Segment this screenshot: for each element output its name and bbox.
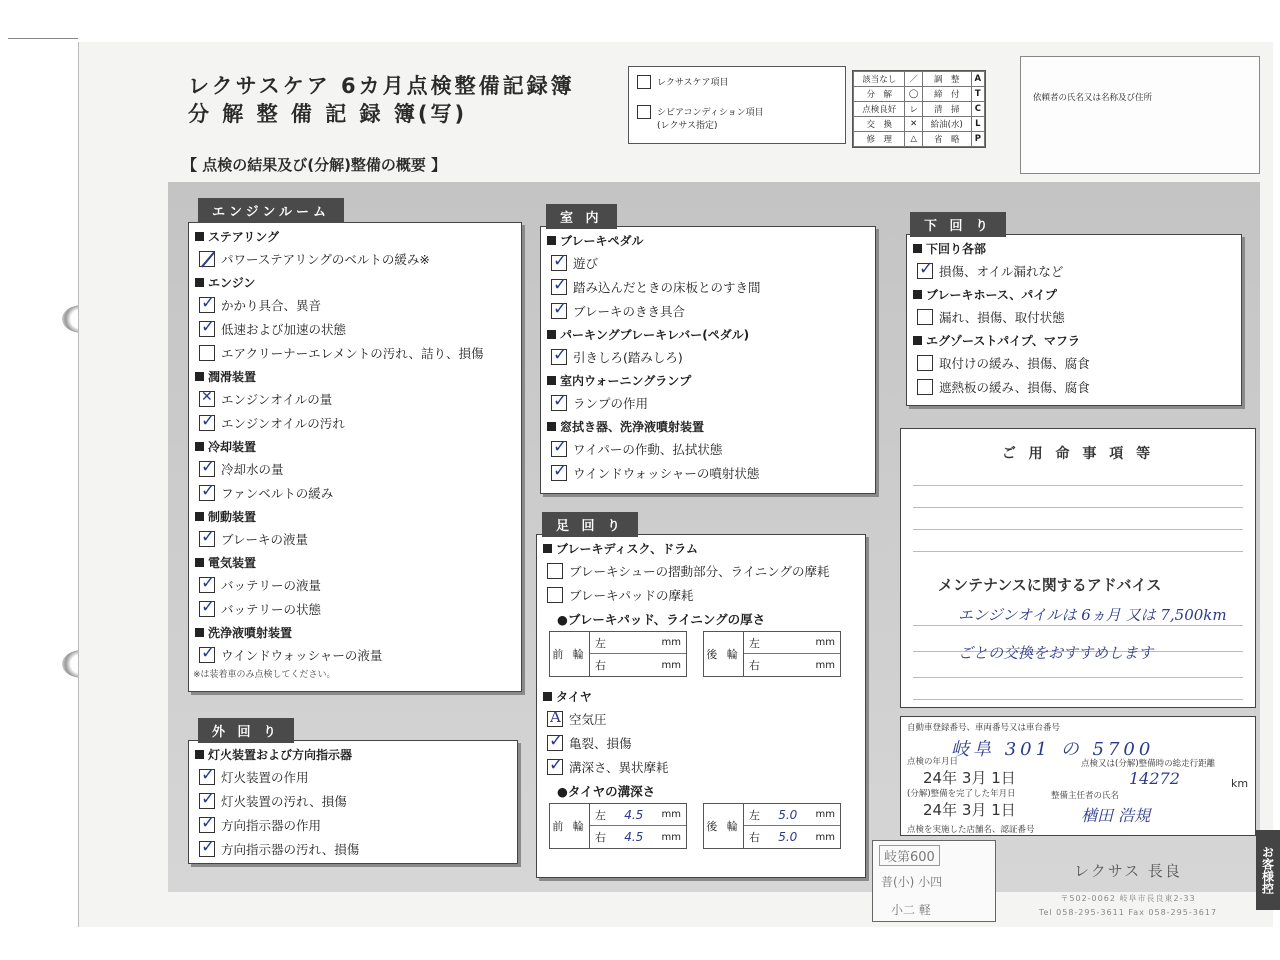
checkbox-icon[interactable]: [551, 279, 567, 295]
checkbox-icon[interactable]: [199, 577, 215, 593]
tread-rear-right: 5.0: [778, 830, 798, 844]
checkbox-icon[interactable]: [199, 647, 215, 663]
inspection-date: 24年 3月 1日: [923, 769, 1016, 787]
checklist-item-label: ファンベルトの緩み: [221, 486, 334, 501]
checklist-item-label: 低速および加速の状態: [221, 322, 347, 337]
checklist-item: [195, 837, 517, 861]
tab-interior: 室 内: [546, 204, 617, 229]
checkbox-icon[interactable]: [547, 587, 563, 603]
checkbox-icon[interactable]: [551, 255, 567, 271]
checkbox-icon[interactable]: [551, 465, 567, 481]
checklist-group: 制動装置: [195, 505, 521, 527]
checklist-item-label: エアクリーナーエレメントの汚れ、詰り、損傷: [221, 346, 484, 361]
tread-front: 前 輪 左 4.5 mm 右 4.5 mm: [549, 803, 687, 849]
checklist-item-label: かかり具合、異音: [221, 298, 322, 313]
checklist-item: [195, 597, 521, 621]
checklist-item: [195, 341, 521, 365]
checkbox-icon[interactable]: [547, 563, 563, 579]
checklist-group: ブレーキホース、パイプ: [913, 283, 1241, 305]
checklist-item-label: 方向指示器の汚れ、損傷: [221, 842, 360, 857]
checklist-group: 電気装置: [195, 551, 521, 573]
checklist-item-label: エンジンオイルの量: [221, 392, 333, 407]
title-line-2: 分 解 整 備 記 録 簿(写): [188, 102, 468, 126]
checklist-item: [547, 299, 875, 323]
checklist-item-label: ブレーキパッドの摩耗: [569, 588, 694, 603]
panel-engine-room: [188, 222, 522, 692]
checklist-item: [547, 275, 875, 299]
dealer-stamp: レクサス 長良 〒502-0062 岐阜市長良東2-33 Tel 058-295-3611 Fax 058-295-3617: [1038, 862, 1218, 917]
checklist-group: 室内ウォーニングランプ: [547, 369, 875, 391]
checkbox-icon[interactable]: [199, 817, 215, 833]
pad-rear: 後 輪 左 mm 右 mm: [703, 631, 841, 677]
pad-front: 前 輪 左 mm 右 mm: [549, 631, 687, 677]
checklist-item-label: バッテリーの状態: [221, 602, 322, 617]
checklist-item: [913, 375, 1241, 399]
legend-checkbox-types: [628, 66, 846, 144]
checkbox-icon[interactable]: [551, 303, 567, 319]
checklist-item: [547, 437, 875, 461]
checklist-item: [195, 247, 521, 271]
checklist-item: [195, 813, 517, 837]
engine-note: ※は装着車のみ点検してください。: [193, 670, 336, 680]
legend-row: 該当なし ／ 調 整 A: [854, 72, 985, 87]
checklist-group: ステアリング: [195, 225, 521, 247]
checkbox-icon[interactable]: [199, 391, 215, 407]
checklist-group: ブレーキペダル: [547, 229, 875, 251]
legend-row: 点検良好 レ 清 掃 C: [854, 102, 985, 117]
checklist-item-label: 亀裂、損傷: [569, 736, 632, 751]
checklist-item: [547, 251, 875, 275]
checklist-item-label: ワイパーの作動、払拭状態: [573, 442, 723, 457]
checklist-item: [195, 573, 521, 597]
checklist-item: [543, 583, 865, 607]
request-heading: ご 用 命 事 項 等: [1001, 446, 1155, 462]
panel-interior: [540, 226, 876, 494]
checklist-group: エグゾーストパイプ、マフラ: [913, 329, 1241, 351]
checkbox-icon[interactable]: [547, 759, 563, 775]
section-heading: 【 点検の結果及び(分解)整備の概要 】: [182, 156, 447, 174]
requester-field: 依頼者の氏名又は名称及び住所: [1020, 56, 1260, 174]
checklist-item-label: バッテリーの液量: [221, 578, 322, 593]
checklist-group: パーキングブレーキレバー(ペダル): [547, 323, 875, 345]
advice-handwriting-1: エンジンオイルは 6ヵ月 又は 7,500km: [958, 606, 1227, 624]
mileage-value: 14272: [1129, 769, 1180, 788]
tread-depth-table: [543, 803, 865, 849]
checklist-item-label: 取付けの緩み、損傷、腐食: [939, 356, 1090, 371]
checkbox-icon[interactable]: [199, 793, 215, 809]
checklist-item-label: 方向指示器の作用: [221, 818, 322, 833]
checklist-group: 窓拭き器、洗浄液噴射装置: [547, 415, 875, 437]
panel-chassis: [536, 534, 866, 878]
checklist-item-label: 遮熱板の緩み、損傷、腐食: [939, 380, 1090, 395]
binder-edge-line: [8, 38, 78, 39]
checklist-item-label: 冷却水の量: [221, 462, 284, 477]
checkbox-icon[interactable]: [199, 321, 215, 337]
registration-box: 自動車登録番号、車両番号又は車台番号 岐阜 301 の 5700 点検の年月日 点検又は(分解)整備時の総走行距離 24年 3月 1日 14272 km (分解)整備を完了した年月日 整備主任者の氏名 24年 3月 1日 楢田 浩規 点検を実施した店舗名、認証番号: [900, 716, 1256, 836]
checkbox-icon: [637, 75, 651, 89]
checklist-item: [543, 755, 865, 779]
legend-row: 交 換 ✕ 給油(水) L: [854, 117, 985, 132]
checklist-item-label: 溝深さ、異状摩耗: [569, 760, 669, 775]
checklist-item: [195, 293, 521, 317]
tread-front-left: 4.5: [624, 807, 644, 822]
checklist-item: [913, 305, 1241, 329]
checkbox-icon[interactable]: [917, 263, 933, 279]
advice-handwriting-2: ごとの交換をおすすめします: [958, 644, 1154, 662]
checklist-item: [195, 789, 517, 813]
panel-underbody: [906, 234, 1242, 406]
completion-date: 24年 3月 1日: [923, 801, 1016, 819]
certification-stamp: 岐第600 普(小) 小四 小二 軽: [872, 840, 996, 922]
checkbox-icon[interactable]: [199, 841, 215, 857]
group-brake-disc: ブレーキディスク、ドラム: [543, 537, 865, 559]
checklist-item: [543, 559, 865, 583]
checklist-item-label: ブレーキのきき具合: [573, 304, 686, 319]
checkbox-icon[interactable]: [199, 297, 215, 313]
tab-underbody: 下 回 り: [910, 212, 1006, 237]
checklist-item: [195, 387, 521, 411]
tread-rear: 後 輪 左 5.0 mm 右 5.0 mm: [703, 803, 841, 849]
legend-severe: シビアコンディション項目 (レクサス指定): [637, 105, 764, 131]
checklist-item-label: 灯火装置の作用: [221, 770, 309, 785]
checklist-item: [195, 481, 521, 505]
checkbox-icon[interactable]: [199, 415, 215, 431]
checkbox-icon[interactable]: [551, 395, 567, 411]
advice-heading: メンテナンスに関するアドバイス: [938, 576, 1162, 594]
checklist-item-label: ランプの作用: [573, 396, 649, 411]
checkbox-icon[interactable]: [199, 769, 215, 785]
checklist-item: [547, 345, 875, 369]
checklist-group: 洗浄液噴射装置: [195, 621, 521, 643]
checklist-group: 下回り各部: [913, 237, 1241, 259]
legend-mark-codes: [852, 70, 986, 148]
checklist-item: [547, 461, 875, 485]
customer-copy-tab: お客様控: [1256, 830, 1280, 910]
tread-front-right: 4.5: [624, 830, 644, 844]
checkbox-icon[interactable]: [917, 309, 933, 325]
tread-depth-heading: ●タイヤの溝深さ: [557, 784, 656, 799]
tab-engine-room: エンジンルーム: [198, 198, 344, 223]
checklist-item: [913, 259, 1241, 283]
checklist-item-label: ブレーキの液量: [221, 532, 309, 547]
checkbox-icon[interactable]: [199, 251, 215, 267]
checkbox-icon: [637, 105, 651, 119]
checklist-item: [195, 765, 517, 789]
checkbox-icon[interactable]: [199, 485, 215, 501]
checkbox-icon[interactable]: [917, 355, 933, 371]
checklist-item-label: ブレーキシューの摺動部分、ライニングの摩耗: [569, 564, 830, 579]
checklist-item: [195, 643, 521, 667]
vehicle-number: 岐阜 301 の 5700: [951, 739, 1155, 760]
checkbox-icon[interactable]: [547, 735, 563, 751]
legend-lexus-care: レクサスケア項目: [637, 75, 728, 89]
checklist-group: エンジン: [195, 271, 521, 293]
checklist-item-label: 空気圧: [569, 712, 607, 727]
checkbox-icon[interactable]: [199, 345, 215, 361]
pad-thickness-heading: ●ブレーキパッド、ライニングの厚さ: [557, 612, 766, 627]
checklist-item: [543, 731, 865, 755]
request-box: [900, 428, 1256, 708]
checklist-item: [195, 317, 521, 341]
checklist-item: [543, 707, 865, 731]
panel-exterior: [188, 740, 518, 864]
checklist-item: [195, 411, 521, 435]
checklist-item-label: 引きしろ(踏みしろ): [573, 350, 683, 365]
checkbox-icon[interactable]: [917, 379, 933, 395]
checklist-item-label: 踏み込んだときの床板とのすき間: [573, 280, 761, 295]
checkbox-icon[interactable]: [199, 531, 215, 547]
checklist-item-label: 損傷、オイル漏れなど: [939, 264, 1064, 279]
tab-chassis: 足 回 り: [542, 512, 638, 537]
checklist-group: 潤滑装置: [195, 365, 521, 387]
checklist-item-label: ウインドウォッシャーの噴射状態: [573, 466, 760, 481]
checklist-item-label: パワーステアリングのベルトの緩み※: [221, 252, 430, 267]
checkbox-icon[interactable]: [551, 349, 567, 365]
checklist-item-label: ウインドウォッシャーの液量: [221, 648, 383, 663]
checklist-item-label: 漏れ、損傷、取付状態: [939, 310, 1065, 325]
legend-row: 修 理 △ 省 略 P: [854, 132, 985, 147]
tab-exterior: 外 回 り: [198, 718, 294, 743]
tread-rear-left: 5.0: [778, 807, 798, 822]
checklist-item-label: エンジンオイルの汚れ: [221, 416, 345, 431]
legend-row: 分 解 ◯ 締 付 T: [854, 87, 985, 102]
checklist-item: [195, 457, 521, 481]
checkbox-icon[interactable]: [199, 601, 215, 617]
group-tire: タイヤ: [543, 685, 865, 707]
chief-mechanic-name: 楢田 浩規: [1081, 806, 1151, 825]
checklist-group: 冷却装置: [195, 435, 521, 457]
checkbox-icon[interactable]: [199, 461, 215, 477]
checkbox-icon[interactable]: [547, 711, 563, 727]
checklist-item: [547, 391, 875, 415]
checklist-group: 灯火装置および方向指示器: [195, 743, 517, 765]
pad-thickness-table: [543, 631, 865, 677]
title-line-1: レクサスケア 6カ月点検整備記録簿: [188, 74, 575, 98]
checkbox-icon[interactable]: [551, 441, 567, 457]
checklist-item-label: 遊び: [573, 256, 599, 271]
checklist-item: [913, 351, 1241, 375]
checklist-item-label: 灯火装置の汚れ、損傷: [221, 794, 347, 809]
checklist-item: [195, 527, 521, 551]
